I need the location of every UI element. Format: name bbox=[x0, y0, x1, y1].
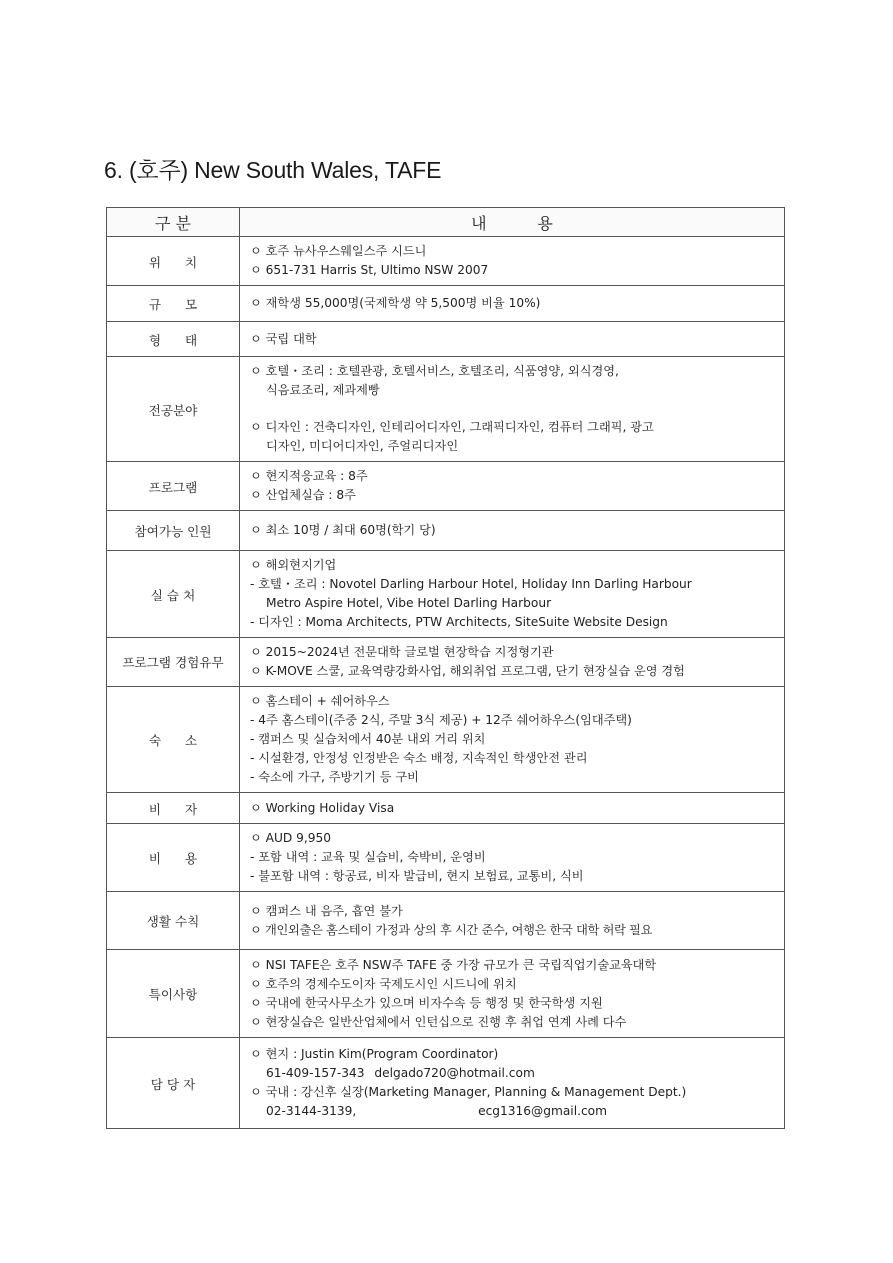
content-line: - 숙소에 가구, 주방기기 등 구비 bbox=[250, 770, 419, 784]
row-label-housing: 숙 소 bbox=[107, 687, 240, 793]
row-label-type: 형 태 bbox=[107, 322, 240, 357]
table-row bbox=[107, 950, 785, 1038]
content-line: - 포함 내역 : 교육 및 실습비, 숙박비, 운영비 bbox=[250, 850, 486, 864]
table-header-row bbox=[107, 208, 785, 237]
content-line: - 불포함 내역 : 항공료, 비자 발급비, 현지 보험료, 교통비, 식비 bbox=[250, 869, 584, 883]
table-row bbox=[107, 511, 785, 551]
content-line: ㅇ 호주 뉴사우스웨일스주 시드니 bbox=[250, 244, 427, 258]
row-label-scale: 규 모 bbox=[107, 286, 240, 322]
row-label-notes: 특이사항 bbox=[107, 950, 240, 1038]
table-row bbox=[107, 824, 785, 892]
table-row bbox=[107, 687, 785, 793]
content-line: ㅇ AUD 9,950 bbox=[250, 831, 332, 845]
row-label-visa: 비 자 bbox=[107, 793, 240, 824]
content-line: - 시설환경, 안정성 인정받은 숙소 배정, 지속적인 학생안전 관리 bbox=[250, 751, 588, 765]
content-line: ㅇ 해외현지기업 bbox=[250, 558, 337, 572]
row-content-rules bbox=[240, 892, 785, 950]
content-line: ㅇ 홈스테이 + 쉐어하우스 bbox=[250, 694, 390, 708]
content-line: ㅇ 국립 대학 bbox=[250, 331, 317, 346]
header-content: 내 용 bbox=[240, 208, 785, 237]
content-line: ㅇ 재학생 55,000명(국제학생 약 5,500명 비율 10%) bbox=[250, 296, 541, 310]
label-line: 프로그램 bbox=[122, 654, 171, 670]
content-line: - 캠퍼스 및 실습처에서 40분 내외 거리 위치 bbox=[250, 732, 486, 746]
content-line: ㅇ 2015~2024년 전문대학 글로벌 현장학습 지정형기관 bbox=[250, 645, 554, 659]
row-content-experience bbox=[240, 638, 785, 687]
content-line: ㅇ 현장실습은 일반산업체에서 인턴십으로 진행 후 취업 연계 사례 다수 bbox=[250, 1014, 627, 1029]
contact-local-line: ㅇ 현지 : Justin Kim(Program Coordinator) bbox=[250, 1047, 499, 1061]
content-line: Metro Aspire Hotel, Vibe Hotel Darling Harbour bbox=[266, 596, 552, 610]
content-line: ㅇ 캠퍼스 내 음주, 흡연 불가 bbox=[250, 903, 403, 918]
content-line: ㅇ 최소 10명 / 최대 60명(학기 당) bbox=[250, 523, 436, 537]
table-row bbox=[107, 793, 785, 824]
table-row bbox=[107, 322, 785, 357]
info-table bbox=[106, 207, 785, 1129]
table-row bbox=[107, 551, 785, 638]
content-line: ㅇ 산업체실습 : 8주 bbox=[250, 488, 356, 502]
row-label-cost: 비 용 bbox=[107, 824, 240, 892]
row-label-rules: 생활 수칙 bbox=[107, 892, 240, 950]
row-content-program bbox=[240, 462, 785, 511]
contact-korea-line: ㅇ 국내 : 강신후 실장(Marketing Manager, Planning & Management Dept.) bbox=[250, 1085, 687, 1099]
content-line: ㅇ 개인외출은 홈스테이 가정과 상의 후 시간 준수, 여행은 한국 대학 허락 필요 bbox=[250, 922, 653, 937]
content-line: ㅇ 국내에 한국사무소가 있으며 비자수속 등 행정 및 한국학생 지원 bbox=[250, 995, 603, 1010]
table-row bbox=[107, 462, 785, 511]
row-content-housing bbox=[240, 687, 785, 793]
row-label-capacity: 참여가능 인원 bbox=[107, 511, 240, 551]
table-row bbox=[107, 1038, 785, 1129]
row-content-location bbox=[240, 237, 785, 286]
table-row bbox=[107, 286, 785, 322]
row-content-contact bbox=[240, 1038, 785, 1129]
content-line: ㅇ K-MOVE 스쿨, 교육역량강화사업, 해외취업 프로그램, 단기 현장실습 운영 경험 bbox=[250, 664, 685, 678]
local-phone: 61-409-157-343 bbox=[266, 1066, 365, 1080]
row-content-notes bbox=[240, 950, 785, 1038]
row-content-scale bbox=[240, 286, 785, 322]
row-label-location: 위 치 bbox=[107, 237, 240, 286]
table-row bbox=[107, 357, 785, 462]
header-category: 구 분 bbox=[107, 208, 240, 237]
row-label-contact: 담 당 자 bbox=[107, 1038, 240, 1129]
content-line: - 호텔・조리 : Novotel Darling Harbour Hotel, Holiday Inn Darling Harbour bbox=[250, 577, 692, 591]
content-line: 디자인, 미디어디자인, 주얼리디자인 bbox=[266, 439, 459, 453]
row-content-majors bbox=[240, 357, 785, 462]
content-line: ㅇ Working Holiday Visa bbox=[250, 800, 395, 815]
content-line: ㅇ 현지적응교육 : 8주 bbox=[250, 469, 368, 483]
contact-korea-details bbox=[250, 1102, 784, 1121]
row-content-visa bbox=[240, 793, 785, 824]
korea-email: ecg1316@gmail.com bbox=[478, 1104, 607, 1118]
local-email: delgado720@hotmail.com bbox=[374, 1066, 535, 1080]
content-line: ㅇ 호주의 경제수도이자 국제도시인 시드니에 위치 bbox=[250, 976, 517, 991]
content-line: ㅇ 호텔・조리 : 호텔관광, 호텔서비스, 호텔조리, 식품영양, 외식경영, bbox=[250, 364, 619, 378]
row-content-type bbox=[240, 322, 785, 357]
row-label-program: 프로그램 bbox=[107, 462, 240, 511]
content-line: - 디자인 : Moma Architects, PTW Architects, SiteSuite Website Design bbox=[250, 615, 668, 629]
table-row bbox=[107, 892, 785, 950]
page-title: 6. (호주) New South Wales, TAFE bbox=[104, 157, 442, 183]
row-content-training bbox=[240, 551, 785, 638]
row-content-capacity bbox=[240, 511, 785, 551]
table-row bbox=[107, 638, 785, 687]
content-line: ㅇ 651-731 Harris St, Ultimo NSW 2007 bbox=[250, 263, 489, 277]
contact-local-details bbox=[250, 1064, 784, 1083]
content-line: - 4주 홈스테이(주중 2식, 주말 3식 제공) + 12주 쉐어하우스(임대주택) bbox=[250, 713, 632, 727]
content-line: 식음료조리, 제과제빵 bbox=[266, 383, 380, 397]
row-content-cost bbox=[240, 824, 785, 892]
korea-phone: 02-3144-3139, bbox=[266, 1104, 357, 1118]
label-line: 경험유무 bbox=[175, 654, 224, 670]
content-line: ㅇ NSI TAFE은 호주 NSW주 TAFE 중 가장 규모가 큰 국립직업기술교육대학 bbox=[250, 957, 657, 972]
content-line: ㅇ 디자인 : 건축디자인, 인테리어디자인, 그래픽디자인, 컴퓨터 그래픽, 광고 bbox=[250, 420, 654, 434]
row-label-experience bbox=[107, 638, 240, 687]
row-label-training: 실 습 처 bbox=[107, 551, 240, 638]
table-row bbox=[107, 237, 785, 286]
row-label-majors: 전공분야 bbox=[107, 357, 240, 462]
